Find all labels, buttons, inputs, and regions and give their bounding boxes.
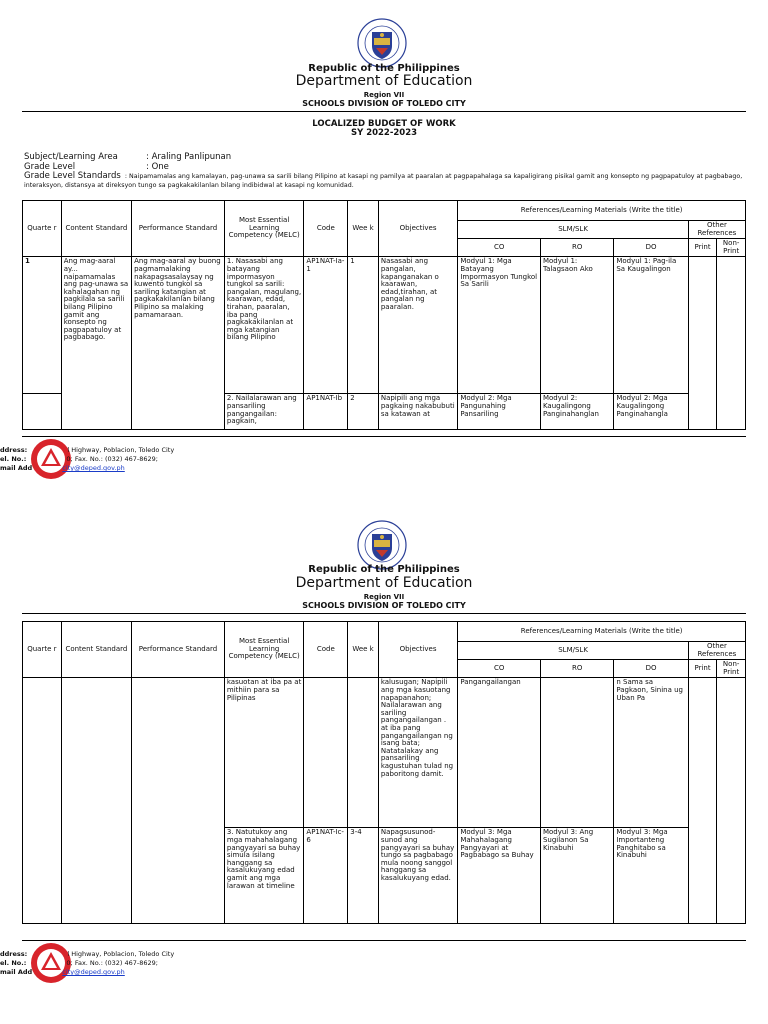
cell-ro: Modyul 3: Ang Sugilanon Sa Kinabuhi xyxy=(540,828,613,924)
cell-code: AP1NAT-Ia-1 xyxy=(304,257,348,394)
cell-quarter xyxy=(23,394,62,430)
page-1 xyxy=(0,0,768,500)
tel-value: 0; Fax. No.: (032) 467-8629; xyxy=(66,959,158,967)
th-ro: RO xyxy=(540,239,613,257)
cell-co: Modyul 1: Mga Batayang Impormasyon Tungkol Sa Sarili xyxy=(458,257,541,394)
th-content-standard: Content Standard xyxy=(61,622,131,678)
cell-do: n Sama sa Pagkaon, Sinina ug Uban Pa xyxy=(614,678,688,828)
grade-standards-line xyxy=(24,172,744,190)
cell-co: Modyul 2: Mga Pangunahing Pansariling xyxy=(458,394,541,430)
th-performance-standard: Performance Standard xyxy=(132,201,225,257)
cell-week: 3-4 xyxy=(348,828,379,924)
address-label: ddress: xyxy=(0,446,28,454)
subject-line xyxy=(24,152,231,162)
republic-text: Republic of the Philippines xyxy=(308,63,460,74)
th-references: References/Learning Materials (Write the title) xyxy=(458,622,746,642)
cell-performance-standard: Ang mag-aaral ay buong pagmamalaking nakapagsasalaysay ng kuwento tungkol sa sariling katangian at pagkakakilanlan bilang Pilipino sa malaking pamamaraan. xyxy=(132,257,225,430)
th-do: DO xyxy=(614,660,688,678)
republic-text: Republic of the Philippines xyxy=(308,564,460,575)
cell-co: Pangangailangan xyxy=(458,678,541,828)
th-content-standard: Content Standard xyxy=(61,201,131,257)
th-objectives: Objectives xyxy=(378,201,458,257)
address-label: ddress: xyxy=(0,950,28,958)
table-row xyxy=(23,678,746,828)
address-value: l Highway, Poblacion, Toledo City xyxy=(67,446,175,454)
region-text: Region VII xyxy=(363,593,405,601)
cell-code xyxy=(304,678,348,828)
cell-code: AP1NAT-Ib xyxy=(304,394,348,430)
cell-ro: Modyul 2: Kaugalingong Panginahanglan xyxy=(540,394,613,430)
cell-objectives: kalusugan; Napipili ang mga kasuotang napapanahon; Nailalarawan ang sariling pangangailangan . at iba pang pangangailangan ng isang bata; Natatalakay ang pansariling kagustuhan tulad ng paboritong damit. xyxy=(378,678,458,828)
department-name: Department of Education xyxy=(295,575,473,591)
cell-print xyxy=(688,257,717,430)
th-slm: SLM/SLK xyxy=(458,221,688,239)
cell-do: Modyul 1: Pag-ila Sa Kaugalingon xyxy=(614,257,688,394)
cell-content-standard xyxy=(61,678,131,924)
cell-content-standard: Ang mag-aaral ay... naipamamalas ang pag-unawa sa kahalagahan ng pagkilala sa sarili bilang Pilipino gamit ang konsepto ng pagpapatuloy at pagbabago. xyxy=(61,257,131,430)
cell-do: Modyul 3: Mga Importanteng Panghitabo sa Kinabuhi xyxy=(614,828,688,924)
tel-label: el. No.: xyxy=(0,455,27,463)
standards-label: Grade Level Standards xyxy=(24,171,121,181)
cell-print xyxy=(688,678,717,924)
school-year: SY 2022-2023 xyxy=(350,128,418,138)
cell-quarter: 1 xyxy=(23,257,62,394)
page-2 xyxy=(0,500,768,1024)
budget-of-work-table-2 xyxy=(22,621,746,924)
division-text: SCHOOLS DIVISION OF TOLEDO CITY xyxy=(302,99,466,108)
th-quarter: Quarte r xyxy=(23,201,62,257)
cell-melc: 2. Nailalarawan ang pansariling pangangailan: pagkain, xyxy=(224,394,304,430)
cell-ro xyxy=(540,678,613,828)
th-print: Print xyxy=(688,660,717,678)
cell-ro: Modyul 1: Talagsaon Ako xyxy=(540,257,613,394)
th-do: DO xyxy=(614,239,688,257)
email-label: mail Add xyxy=(0,464,33,472)
cell-objectives: Napipili ang mga pagkaing nakabubuti sa katawan at xyxy=(378,394,458,430)
cell-objectives: Nasasabi ang pangalan, kapanganakan o kaarawan, edad,tirahan, at pangalan ng paaralan. xyxy=(378,257,458,394)
cell-non-print xyxy=(717,257,746,430)
footer-contact xyxy=(0,446,174,473)
department-name: Department of Education xyxy=(295,73,473,89)
th-melc: Most Essential Learning Competency (MELC) xyxy=(224,622,304,678)
th-code: Code xyxy=(304,201,348,257)
cell-co: Modyul 3: Mga Mahahalagang Pangyayari at Pagbabago sa Buhay xyxy=(458,828,541,924)
header-divider xyxy=(22,613,746,614)
budget-of-work-table-1 xyxy=(22,200,746,430)
th-references: References/Learning Materials (Write the title) xyxy=(458,201,746,221)
th-other-references: Other References xyxy=(688,221,745,239)
cell-non-print xyxy=(717,678,746,924)
th-co: CO xyxy=(458,239,541,257)
cell-week xyxy=(348,678,379,828)
cell-melc: 1. Nasasabi ang batayang impormasyon tungkol sa sarili: pangalan, magulang, kaarawan, edad, tirahan, paaralan, iba pang pagkakakilanlan at mga katangian bilang Pilipino xyxy=(224,257,304,394)
footer-divider xyxy=(22,940,746,941)
tel-label: el. No.: xyxy=(0,959,27,967)
subject-label: Subject/Learning Area xyxy=(24,152,118,162)
deped-seal-icon xyxy=(357,520,407,570)
cell-performance-standard xyxy=(132,678,225,924)
grade-label: Grade Level xyxy=(24,162,76,172)
cell-melc: kasuotan at iba pa at mithiin para sa Pilipinas xyxy=(224,678,304,828)
table-row xyxy=(23,257,746,394)
cell-do: Modyul 2: Mga Kaugalingong Panginahangla xyxy=(614,394,688,430)
address-value: l Highway, Poblacion, Toledo City xyxy=(67,950,175,958)
cell-code: AP1NAT-Ic-6 xyxy=(304,828,348,924)
standards-value: : Naipamamalas ang kamalayan, pag-unawa sa sarili bilang Pilipino at kasapi ng pamilya at paaralan at pagpapahalaga sa kapaligirang pisikal gamit ang konsepto ng pagpapatuloy at pagbabago, interaksyon, distansya at direksyon tungo sa pagkakakilanlan bilang indibidwal at kasapi ng komunidad. xyxy=(24,173,743,189)
cell-objectives: Napagsusunod-sunod ang pangyayari sa buhay tungo sa pagbabago mula noong sanggol hanggang sa kasalukuyang edad. xyxy=(378,828,458,924)
tel-value: 0; Fax. No.: (032) 467-8629; xyxy=(66,455,158,463)
th-objectives: Objectives xyxy=(378,622,458,678)
th-melc: Most Essential Learning Competency (MELC) xyxy=(224,201,304,257)
subject-value: : Araling Panlipunan xyxy=(146,152,232,162)
region-text: Region VII xyxy=(363,91,405,99)
th-other-references: Other References xyxy=(688,642,745,660)
th-co: CO xyxy=(458,660,541,678)
cell-week: 2 xyxy=(348,394,379,430)
deped-seal-icon xyxy=(357,18,407,68)
th-non-print: Non-Print xyxy=(717,660,746,678)
footer-divider xyxy=(22,436,746,437)
cell-melc: 3. Natutukoy ang mga mahahalagang pangyayari sa buhay simula isilang hanggang sa kasalukuyang edad gamit ang mga larawan at timeline xyxy=(224,828,304,924)
footer-contact xyxy=(0,950,174,977)
document-title: LOCALIZED BUDGET OF WORK xyxy=(312,119,456,129)
th-code: Code xyxy=(304,622,348,678)
division-text: SCHOOLS DIVISION OF TOLEDO CITY xyxy=(302,601,466,610)
cell-quarter xyxy=(23,678,62,924)
email-link[interactable]: city@deped.gov.ph xyxy=(62,968,125,976)
th-slm: SLM/SLK xyxy=(458,642,688,660)
th-quarter: Quarte r xyxy=(23,622,62,678)
header-divider xyxy=(22,111,746,112)
th-week: Wee k xyxy=(348,201,379,257)
email-link[interactable]: city@deped.gov.ph xyxy=(62,464,125,472)
cell-week: 1 xyxy=(348,257,379,394)
th-week: Wee k xyxy=(348,622,379,678)
th-non-print: Non-Print xyxy=(717,239,746,257)
th-performance-standard: Performance Standard xyxy=(132,622,225,678)
th-ro: RO xyxy=(540,660,613,678)
grade-value: : One xyxy=(146,162,169,172)
email-label: mail Add xyxy=(0,968,33,976)
th-print: Print xyxy=(688,239,717,257)
